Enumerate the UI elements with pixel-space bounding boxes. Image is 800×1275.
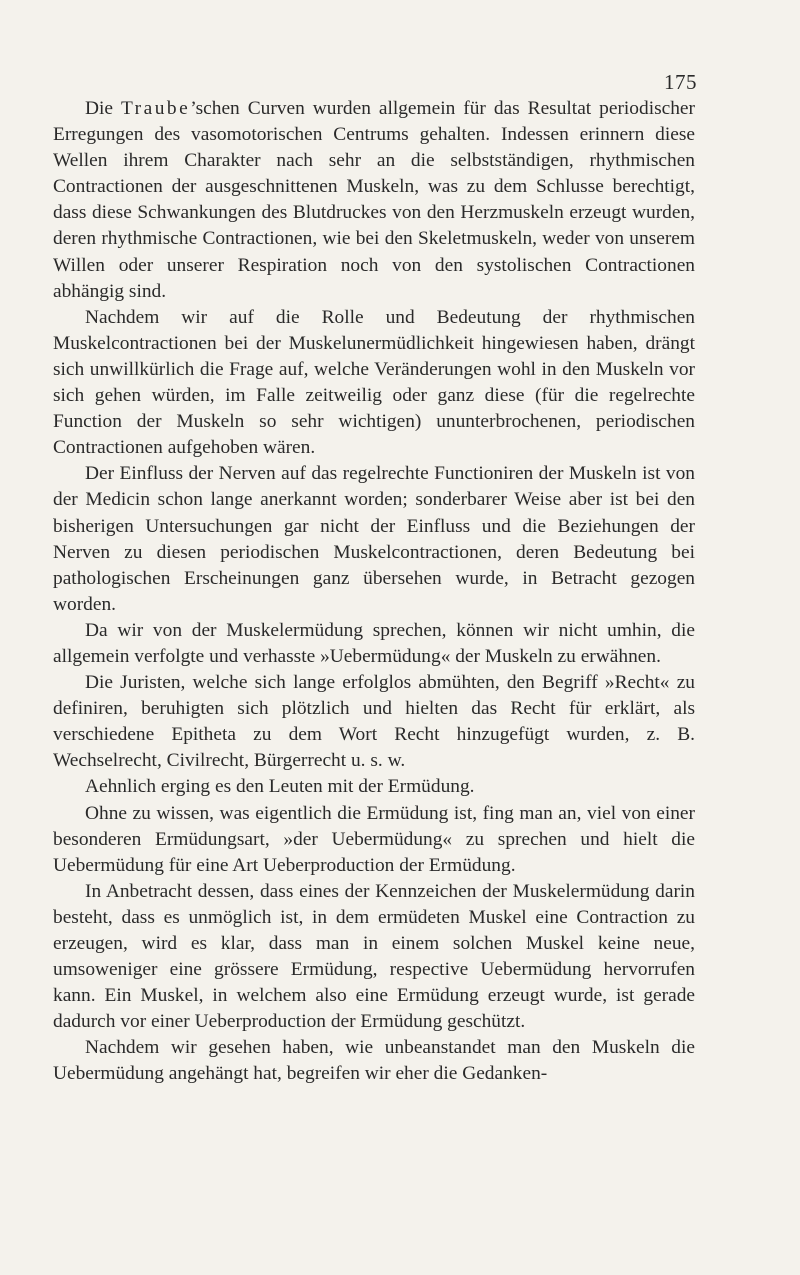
paragraph-1-prefix: Die <box>85 98 121 119</box>
paragraph-6: Aehnlich erging es den Leuten mit der Ermüdung. <box>85 776 475 798</box>
page-number: 175 <box>664 70 697 94</box>
paragraph-2: Nachdem wir auf die Rolle und Bedeutung der rhythmischen Muskelcontractionen bei der Muskelunermüdlichkeit hingewiesen haben, drängt sich unwillkürlich die Frage auf, welche Veränderungen wohl in den Muskeln vor sich gehen würden, im Falle zeitweilig oder ganz diese (für die regelrechte Function der Muskeln so sehr wichtigen) ununterbrochenen, periodischen Contractionen aufgehoben wären. <box>53 306 695 459</box>
paragraph-8: In Anbetracht dessen, dass eines der Kennzeichen der Muskelermüdung darin besteht, dass es unmöglich ist, in dem ermüdeten Muskel eine Contraction zu erzeugen, wird es klar, dass man in einem solchen Muskel keine neue, umsoweniger eine grössere Ermüdung, respective Uebermüdung hervorrufen kann. Ein Muskel, in welchem also eine Ermüdung erzeugt wurde, ist gerade dadurch vor einer Ueberproduction der Ermüdung geschützt. <box>53 880 695 1033</box>
author-name-traube: Traube <box>120 98 191 119</box>
page-body <box>53 96 695 1088</box>
paragraph-1 <box>53 96 695 305</box>
paragraph-7: Ohne zu wissen, was eigentlich die Ermüdung ist, fing man an, viel von einer besonderen Ermüdungsart, »der Uebermüdung« zu sprechen und hielt die Uebermüdung für eine Art Ueberproduction der Ermüdung. <box>53 802 695 876</box>
paragraph-1-text: ’schen Curven wurden allgemein für das Resultat periodischer Erregungen des vasomotorischen Centrums gehalten. Indessen erinnern diese Wellen ihrem Charakter nach sehr an die selbstständigen, rhythmischen Contractionen der ausgeschnittenen Muskeln, was zu dem Schlusse berechtigt, dass diese Schwankungen des Blutdruckes von den Herzmuskeln erzeugt wurden, deren rhythmische Contractionen, wie bei den Skeletmuskeln, weder von unserem Willen oder unserer Respiration noch von den systolischen Contractionen abhängig sind. <box>53 98 695 302</box>
paragraph-3: Der Einfluss der Nerven auf das regelrechte Functioniren der Muskeln ist von der Medicin schon lange anerkannt worden; sonderbarer Weise aber ist bei den bisherigen Untersuchungen gar nicht der Einfluss und die Beziehungen der Nerven zu diesen periodischen Muskelcontractionen, deren Bedeutung bei pathologischen Erscheinungen ganz übersehen wurde, in Betracht gezogen worden. <box>53 463 695 615</box>
paragraph-9: Nachdem wir gesehen haben, wie unbeanstandet man den Muskeln die Uebermüdung angehängt hat, begreifen wir eher die Gedanken- <box>53 1037 695 1085</box>
paragraph-5: Die Juristen, welche sich lange erfolglos abmühten, den Begriff »Recht« zu definiren, beruhigten sich plötzlich und hielten das Recht für erklärt, als verschiedene Epitheta zu dem Wort Recht hinzugefügt wurden, z. B. Wechselrecht, Civilrecht, Bürgerrecht u. s. w. <box>53 672 695 772</box>
paragraph-4: Da wir von der Muskelermüdung sprechen, können wir nicht umhin, die allgemein verfolgte und verhasste »Uebermüdung« der Muskeln zu erwähnen. <box>53 619 695 667</box>
